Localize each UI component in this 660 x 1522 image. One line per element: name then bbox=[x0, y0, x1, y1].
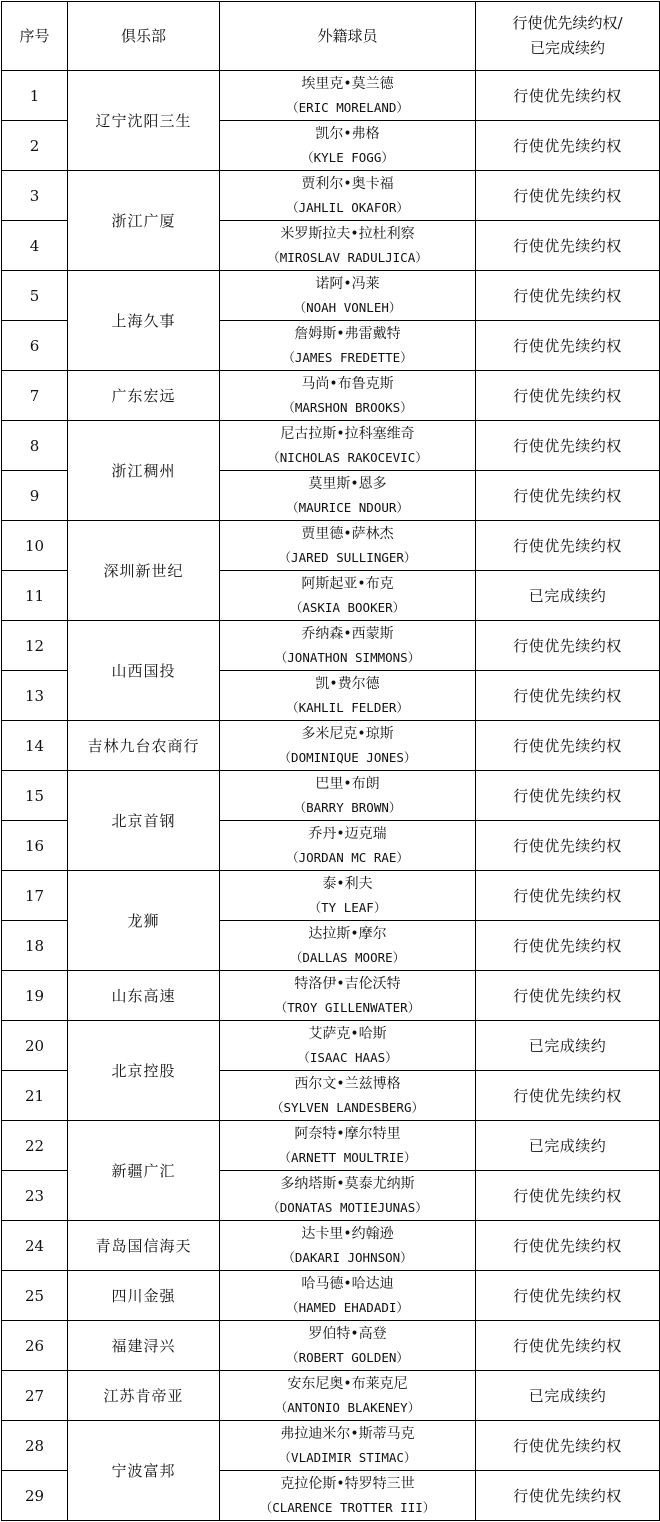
player-name-cn: 凯•费尔德 bbox=[315, 675, 380, 692]
header-status-line1: 行使优先续约权/ bbox=[512, 14, 623, 32]
player-name-en: （SYLVEN LANDESBERG） bbox=[271, 1099, 424, 1115]
player-name-cn: 西尔文•兰兹博格 bbox=[294, 1075, 401, 1092]
seq-cell: 7 bbox=[2, 371, 68, 421]
status-cell: 行使优先续约权 bbox=[476, 121, 660, 171]
header-club: 俱乐部 bbox=[68, 2, 220, 71]
seq-cell: 26 bbox=[2, 1321, 68, 1371]
seq-cell: 21 bbox=[2, 1071, 68, 1121]
player-name-en: （DALLAS MOORE） bbox=[289, 949, 406, 965]
player-cell bbox=[220, 671, 476, 721]
table-row bbox=[2, 421, 660, 471]
table-row bbox=[2, 721, 660, 771]
player-name-en: （ROBERT GOLDEN） bbox=[286, 1349, 409, 1365]
player-name-cn: 特洛伊•吉伦沃特 bbox=[294, 975, 401, 992]
club-cell: 吉林九台农商行 bbox=[68, 721, 220, 771]
player-name-cn: 贾利尔•奥卡福 bbox=[301, 175, 394, 192]
club-cell: 广东宏远 bbox=[68, 371, 220, 421]
club-cell: 浙江广厦 bbox=[68, 171, 220, 271]
player-name-cn: 阿奈特•摩尔特里 bbox=[294, 1125, 401, 1142]
player-name-en: （MARSHON BROOKS） bbox=[282, 399, 413, 415]
player-name-cn: 哈马德•哈达迪 bbox=[301, 1275, 394, 1292]
club-cell: 北京首钢 bbox=[68, 771, 220, 871]
status-cell: 行使优先续约权 bbox=[476, 171, 660, 221]
table-body bbox=[2, 2, 660, 1521]
status-cell: 行使优先续约权 bbox=[476, 921, 660, 971]
player-cell bbox=[220, 571, 476, 621]
player-name-cn: 巴里•布朗 bbox=[315, 775, 380, 792]
player-name-en: （JAMES FREDETTE） bbox=[282, 349, 413, 365]
table-row bbox=[2, 1021, 660, 1071]
player-cell bbox=[220, 771, 476, 821]
table-row bbox=[2, 1371, 660, 1421]
table-row bbox=[2, 771, 660, 821]
player-cell bbox=[220, 1221, 476, 1271]
player-cell bbox=[220, 471, 476, 521]
seq-cell: 3 bbox=[2, 171, 68, 221]
seq-cell: 22 bbox=[2, 1121, 68, 1171]
player-name-en: （DONATAS MOTIEJUNAS） bbox=[267, 1199, 428, 1215]
status-cell: 行使优先续约权 bbox=[476, 71, 660, 121]
status-cell: 行使优先续约权 bbox=[476, 671, 660, 721]
club-cell: 上海久事 bbox=[68, 271, 220, 371]
player-name-en: （ARNETT MOULTRIE） bbox=[278, 1149, 417, 1165]
seq-cell: 13 bbox=[2, 671, 68, 721]
status-cell: 行使优先续约权 bbox=[476, 621, 660, 671]
table-row bbox=[2, 371, 660, 421]
player-name-cn: 诺阿•冯莱 bbox=[315, 275, 380, 292]
player-name-en: （ISAAC HAAS） bbox=[297, 1049, 398, 1065]
player-cell bbox=[220, 321, 476, 371]
club-cell: 青岛国信海天 bbox=[68, 1221, 220, 1271]
status-cell: 行使优先续约权 bbox=[476, 1421, 660, 1471]
player-name-en: （NOAH VONLEH） bbox=[293, 299, 402, 315]
status-cell: 已完成续约 bbox=[476, 1121, 660, 1171]
table-row bbox=[2, 521, 660, 571]
table-row bbox=[2, 171, 660, 221]
seq-cell: 24 bbox=[2, 1221, 68, 1271]
status-cell: 行使优先续约权 bbox=[476, 871, 660, 921]
player-name-cn: 詹姆斯•弗雷戴特 bbox=[294, 325, 401, 342]
player-name-cn: 罗伯特•高登 bbox=[308, 1325, 387, 1342]
player-name-cn: 安东尼奥•布莱克尼 bbox=[287, 1375, 408, 1392]
player-name-cn: 多米尼克•琼斯 bbox=[301, 725, 394, 742]
header-player: 外籍球员 bbox=[220, 2, 476, 71]
club-cell: 深圳新世纪 bbox=[68, 521, 220, 621]
status-cell: 行使优先续约权 bbox=[476, 771, 660, 821]
player-name-en: （HAMED EHADADI） bbox=[286, 1299, 409, 1315]
club-cell: 江苏肯帝亚 bbox=[68, 1371, 220, 1421]
status-cell: 行使优先续约权 bbox=[476, 521, 660, 571]
status-cell: 行使优先续约权 bbox=[476, 721, 660, 771]
status-cell: 行使优先续约权 bbox=[476, 421, 660, 471]
seq-cell: 17 bbox=[2, 871, 68, 921]
status-cell: 已完成续约 bbox=[476, 1021, 660, 1071]
status-cell: 已完成续约 bbox=[476, 1371, 660, 1421]
player-cell bbox=[220, 1171, 476, 1221]
status-cell: 行使优先续约权 bbox=[476, 371, 660, 421]
player-name-en: （MAURICE NDOUR） bbox=[286, 499, 409, 515]
header-seq: 序号 bbox=[2, 2, 68, 71]
foreign-player-renewal-table bbox=[1, 1, 660, 1521]
player-name-en: （NICHOLAS RAKOCEVIC） bbox=[267, 449, 428, 465]
status-cell: 已完成续约 bbox=[476, 571, 660, 621]
player-name-en: （TY LEAF） bbox=[308, 899, 387, 915]
player-name-cn: 乔丹•迈克瑞 bbox=[308, 825, 387, 842]
player-cell bbox=[220, 171, 476, 221]
player-name-en: （ERIC MORELAND） bbox=[286, 99, 409, 115]
player-name-cn: 弗拉迪米尔•斯蒂马克 bbox=[280, 1425, 415, 1442]
table-row bbox=[2, 71, 660, 121]
club-cell: 北京控股 bbox=[68, 1021, 220, 1121]
player-name-cn: 阿斯起亚•布克 bbox=[301, 575, 394, 592]
seq-cell: 1 bbox=[2, 71, 68, 121]
player-name-cn: 米罗斯拉夫•拉杜利察 bbox=[280, 225, 415, 242]
status-cell: 行使优先续约权 bbox=[476, 271, 660, 321]
status-cell: 行使优先续约权 bbox=[476, 821, 660, 871]
player-cell bbox=[220, 921, 476, 971]
seq-cell: 28 bbox=[2, 1421, 68, 1471]
seq-cell: 12 bbox=[2, 621, 68, 671]
club-cell: 新疆广汇 bbox=[68, 1121, 220, 1221]
status-cell: 行使优先续约权 bbox=[476, 1471, 660, 1521]
player-cell bbox=[220, 1021, 476, 1071]
player-name-cn: 乔纳森•西蒙斯 bbox=[301, 625, 394, 642]
player-cell bbox=[220, 371, 476, 421]
player-cell bbox=[220, 421, 476, 471]
seq-cell: 15 bbox=[2, 771, 68, 821]
status-cell: 行使优先续约权 bbox=[476, 221, 660, 271]
header-row bbox=[2, 2, 660, 71]
player-name-en: （DOMINIQUE JONES） bbox=[278, 749, 417, 765]
seq-cell: 11 bbox=[2, 571, 68, 621]
seq-cell: 29 bbox=[2, 1471, 68, 1521]
status-cell: 行使优先续约权 bbox=[476, 1221, 660, 1271]
table-row bbox=[2, 1271, 660, 1321]
seq-cell: 18 bbox=[2, 921, 68, 971]
club-cell: 山西国投 bbox=[68, 621, 220, 721]
player-name-cn: 尼古拉斯•拉科塞维奇 bbox=[280, 425, 415, 442]
club-cell: 浙江稠州 bbox=[68, 421, 220, 521]
seq-cell: 9 bbox=[2, 471, 68, 521]
player-name-en: （ASKIA BOOKER） bbox=[289, 599, 406, 615]
status-cell: 行使优先续约权 bbox=[476, 1171, 660, 1221]
status-cell: 行使优先续约权 bbox=[476, 1071, 660, 1121]
player-cell bbox=[220, 1121, 476, 1171]
seq-cell: 10 bbox=[2, 521, 68, 571]
player-name-cn: 莫里斯•恩多 bbox=[308, 475, 387, 492]
seq-cell: 14 bbox=[2, 721, 68, 771]
player-name-en: （JARED SULLINGER） bbox=[278, 549, 417, 565]
player-name-en: （DAKARI JOHNSON） bbox=[282, 1249, 413, 1265]
player-name-cn: 凯尔•弗格 bbox=[315, 125, 380, 142]
seq-cell: 19 bbox=[2, 971, 68, 1021]
table-row bbox=[2, 1221, 660, 1271]
player-name-en: （JORDAN MC RAE） bbox=[286, 849, 409, 865]
club-cell: 辽宁沈阳三生 bbox=[68, 71, 220, 171]
player-cell bbox=[220, 1471, 476, 1521]
status-cell: 行使优先续约权 bbox=[476, 971, 660, 1021]
player-name-cn: 艾萨克•哈斯 bbox=[308, 1025, 387, 1042]
player-cell bbox=[220, 121, 476, 171]
player-name-cn: 埃里克•莫兰德 bbox=[301, 75, 394, 92]
seq-cell: 20 bbox=[2, 1021, 68, 1071]
player-cell bbox=[220, 821, 476, 871]
seq-cell: 4 bbox=[2, 221, 68, 271]
player-name-cn: 达拉斯•摩尔 bbox=[308, 925, 387, 942]
table-row bbox=[2, 1321, 660, 1371]
status-cell: 行使优先续约权 bbox=[476, 321, 660, 371]
status-cell: 行使优先续约权 bbox=[476, 1321, 660, 1371]
player-cell bbox=[220, 871, 476, 921]
player-cell bbox=[220, 271, 476, 321]
player-name-cn: 泰•利夫 bbox=[322, 875, 373, 892]
player-name-en: （JONATHON SIMMONS） bbox=[274, 649, 421, 665]
seq-cell: 27 bbox=[2, 1371, 68, 1421]
club-cell: 四川金强 bbox=[68, 1271, 220, 1321]
table-row bbox=[2, 871, 660, 921]
club-cell: 龙狮 bbox=[68, 871, 220, 971]
seq-cell: 8 bbox=[2, 421, 68, 471]
status-cell: 行使优先续约权 bbox=[476, 1271, 660, 1321]
club-cell: 山东高速 bbox=[68, 971, 220, 1021]
player-name-cn: 贾里德•萨林杰 bbox=[301, 525, 394, 542]
seq-cell: 6 bbox=[2, 321, 68, 371]
player-cell bbox=[220, 1071, 476, 1121]
player-name-en: （JAHLIL OKAFOR） bbox=[286, 199, 409, 215]
table-row bbox=[2, 621, 660, 671]
player-name-en: （TROY GILLENWATER） bbox=[274, 999, 421, 1015]
seq-cell: 5 bbox=[2, 271, 68, 321]
player-cell bbox=[220, 971, 476, 1021]
table-row bbox=[2, 971, 660, 1021]
table-row bbox=[2, 1121, 660, 1171]
player-cell bbox=[220, 721, 476, 771]
player-cell bbox=[220, 221, 476, 271]
player-name-cn: 多纳塔斯•莫泰尤纳斯 bbox=[280, 1175, 415, 1192]
player-name-en: （KYLE FOGG） bbox=[301, 149, 394, 165]
player-name-en: （CLARENCE TROTTER III） bbox=[259, 1499, 436, 1515]
player-cell bbox=[220, 521, 476, 571]
player-name-cn: 马尚•布鲁克斯 bbox=[301, 375, 394, 392]
status-cell: 行使优先续约权 bbox=[476, 471, 660, 521]
player-name-en: （KAHLIL FELDER） bbox=[286, 699, 409, 715]
seq-cell: 2 bbox=[2, 121, 68, 171]
player-name-en: （VLADIMIR STIMAC） bbox=[278, 1449, 417, 1465]
player-cell bbox=[220, 621, 476, 671]
seq-cell: 25 bbox=[2, 1271, 68, 1321]
player-name-en: （ANTONIO BLAKENEY） bbox=[274, 1399, 421, 1415]
player-name-cn: 克拉伦斯•特罗特三世 bbox=[280, 1475, 415, 1492]
player-cell bbox=[220, 1371, 476, 1421]
header-status-line2: 已完成续约 bbox=[529, 39, 605, 57]
player-cell bbox=[220, 1421, 476, 1471]
header-status bbox=[476, 2, 660, 71]
seq-cell: 23 bbox=[2, 1171, 68, 1221]
player-cell bbox=[220, 1271, 476, 1321]
club-cell: 宁波富邦 bbox=[68, 1421, 220, 1521]
player-name-en: （BARRY BROWN） bbox=[293, 799, 402, 815]
table-row bbox=[2, 1421, 660, 1471]
player-name-cn: 达卡里•约翰逊 bbox=[301, 1225, 394, 1242]
table-row bbox=[2, 271, 660, 321]
player-cell bbox=[220, 1321, 476, 1371]
player-cell bbox=[220, 71, 476, 121]
club-cell: 福建浔兴 bbox=[68, 1321, 220, 1371]
seq-cell: 16 bbox=[2, 821, 68, 871]
player-name-en: （MIROSLAV RADULJICA） bbox=[267, 249, 428, 265]
